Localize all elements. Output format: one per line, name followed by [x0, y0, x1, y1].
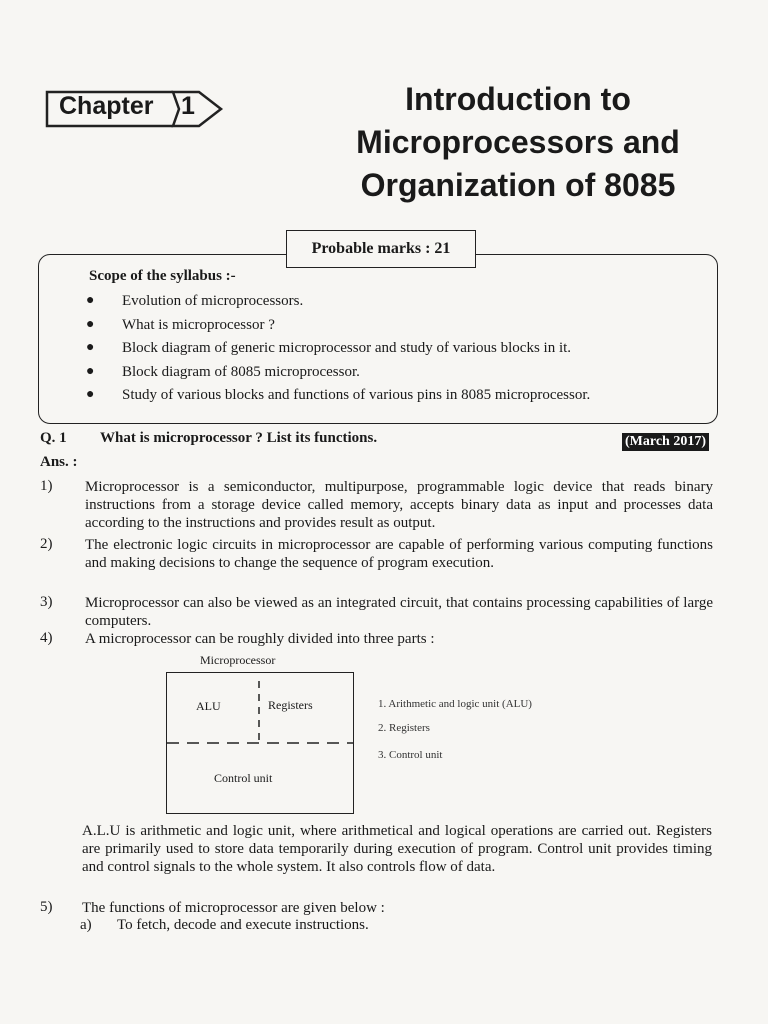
- answer-number: 5): [40, 899, 53, 915]
- answer-text: Microprocessor is a semiconductor, multipurpose, programmable logic device that reads binary instructions from a storage device called memory, accepts binary data as input and processes data according to the instructions and provides result as output.: [85, 479, 713, 531]
- scope-item: [86, 314, 590, 338]
- answer-number: 2): [40, 536, 53, 552]
- scope-item: [86, 290, 590, 314]
- bullet-icon: ●: [86, 387, 95, 402]
- sub-item-text: To fetch, decode and execute instructions.: [117, 917, 369, 933]
- diagram-alu: ALU: [196, 699, 221, 713]
- answer-number: 4): [40, 630, 53, 646]
- title-line-2: Microprocessors and: [356, 124, 680, 160]
- answer-number: 1): [40, 478, 53, 494]
- microprocessor-diagram: [166, 672, 354, 814]
- diagram-dividers: [167, 673, 353, 813]
- probable-marks: Probable marks : 21: [286, 230, 476, 268]
- diagram-registers: Registers: [268, 698, 313, 712]
- answer-text: Microprocessor can also be viewed as an integrated circuit, that contains processing capabilities of large computers.: [85, 595, 713, 629]
- answer-text: A microprocessor can be roughly divided into three parts :: [85, 631, 435, 647]
- scope-item-text: Study of various blocks and functions of various pins in 8085 microprocessor.: [122, 387, 591, 403]
- scope-item-text: Block diagram of 8085 microprocessor.: [122, 363, 360, 380]
- question-number: Q. 1: [40, 430, 67, 446]
- diagram-title: Microprocessor: [200, 653, 276, 667]
- exam-date-badge: (March 2017): [622, 433, 709, 451]
- sub-item-label: a): [80, 917, 92, 933]
- chapter-number: 1: [181, 92, 195, 120]
- title-line-1: Introduction to: [405, 81, 631, 117]
- diagram-legend-item: 1. Arithmetic and logic unit (ALU): [378, 698, 532, 710]
- title-line-3: Organization of 8085: [360, 167, 676, 203]
- scope-item: [86, 337, 590, 361]
- bullet-icon: ●: [86, 293, 95, 308]
- bullet-icon: ●: [86, 316, 95, 332]
- answer-number: 3): [40, 594, 53, 610]
- scope-item: [86, 384, 590, 408]
- bullet-icon: ●: [86, 340, 95, 355]
- answer-label: Ans. :: [40, 454, 78, 470]
- chapter-badge: [45, 90, 222, 128]
- scope-title: Scope of the syllabus :-: [89, 268, 236, 284]
- page-title: [318, 78, 718, 207]
- answer-text: The electronic logic circuits in microprocessor are capable of performing various computing functions and making decisions to change the sequence of program execution.: [85, 537, 713, 571]
- answer-text: The functions of microprocessor are given below :: [82, 900, 385, 916]
- diagram-legend-item: 2. Registers: [378, 722, 430, 734]
- scope-item-text: Block diagram of generic microprocessor and study of various blocks in it.: [122, 340, 572, 356]
- scope-item: [86, 361, 590, 385]
- chapter-label: Chapter: [59, 92, 154, 120]
- question-text: What is microprocessor ? List its functions.: [100, 430, 378, 446]
- scope-list: [86, 290, 590, 408]
- bullet-icon: ●: [86, 363, 95, 379]
- scope-item-text: Evolution of microprocessors.: [122, 293, 304, 309]
- diagram-legend-item: 3. Control unit: [378, 749, 443, 761]
- diagram-control-unit: Control unit: [214, 771, 273, 785]
- scope-item-text: What is microprocessor ?: [122, 316, 275, 333]
- explanation-paragraph: A.L.U is arithmetic and logic unit, where arithmetical and logical operations are carried out. Registers are primarily used to store data temporarily during execution of program. Control unit provides timing and control signals to the whole system. It also controls flow of data.: [82, 823, 712, 875]
